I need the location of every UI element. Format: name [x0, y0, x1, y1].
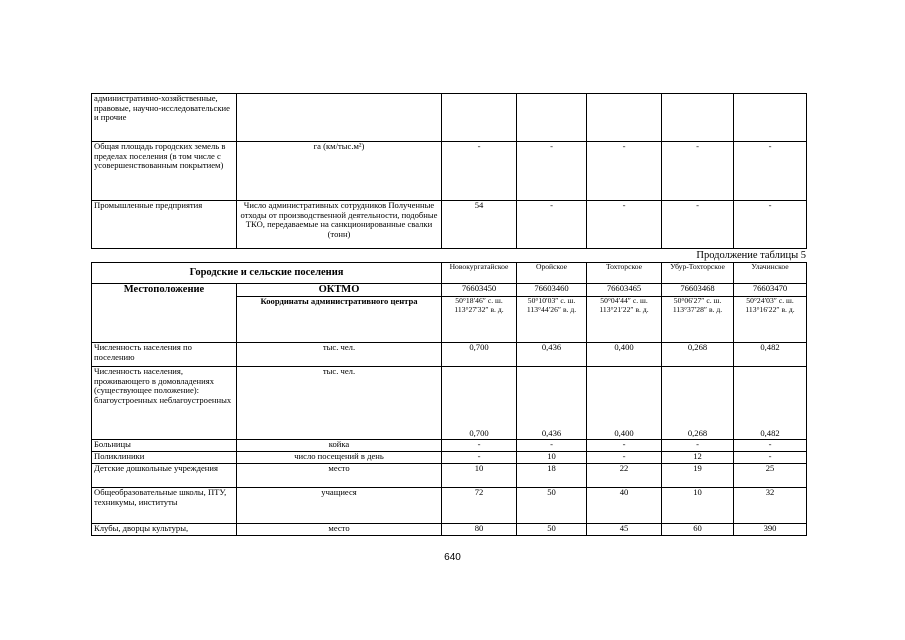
cell-value	[517, 94, 587, 142]
cell-value: 0,482	[734, 367, 807, 440]
header-settlements: Городские и сельские поселения	[92, 263, 442, 284]
cell-value: 32	[734, 488, 807, 524]
column-header: Оройское	[517, 263, 587, 284]
row-unit: тыс. чел.	[237, 367, 442, 440]
cell-value: -	[587, 452, 662, 464]
cell-value	[587, 94, 662, 142]
cell-value: -	[587, 142, 662, 201]
cell-value: -	[517, 142, 587, 201]
row-unit: койка	[237, 440, 442, 452]
cell-value: 19	[662, 464, 734, 488]
row-name: Общая площадь городских земель в пределах поселения (в том числе с усовершенствованным покрытием)	[92, 142, 237, 201]
table-row	[92, 488, 807, 524]
row-name: Общеобразовательные школы, ПТУ, техникумы, институты	[92, 488, 237, 524]
table-row	[92, 343, 807, 367]
cell-value: 0,400	[587, 343, 662, 367]
cell-value: -	[442, 440, 517, 452]
row-unit: Число административных сотрудников Полученные отходы от производственной деятельности, подобные ТКО, передаваемые на санкционированные свалки (тонн)	[237, 201, 442, 249]
table-row	[92, 440, 807, 452]
cell-value: 0,400	[587, 367, 662, 440]
table-main	[91, 262, 807, 536]
row-unit: место	[237, 464, 442, 488]
cell-value: 54	[442, 201, 517, 249]
row-name: Клубы, дворцы культуры,	[92, 524, 237, 536]
cell-value	[734, 94, 807, 142]
oktmo-value: 76603450	[442, 284, 517, 297]
column-header: Улачинское	[734, 263, 807, 284]
coords-value: 50°24′03″ с. ш. 113°16′22″ в. д.	[734, 297, 807, 343]
column-header: Тохторское	[587, 263, 662, 284]
cell-value: -	[517, 440, 587, 452]
row-unit: тыс. чел.	[237, 343, 442, 367]
cell-value: 10	[517, 452, 587, 464]
oktmo-value: 76603465	[587, 284, 662, 297]
row-unit: место	[237, 524, 442, 536]
row-name: административно-хозяйственные, правовые, научно-исследовательские и прочие	[92, 94, 237, 142]
column-header: Убур-Тохторское	[662, 263, 734, 284]
coords-value: 50°04′44″ с. ш. 113°21′22″ в. д.	[587, 297, 662, 343]
cell-value: 0,700	[442, 367, 517, 440]
location-label: Местоположение	[92, 284, 237, 343]
cell-value: 0,436	[517, 343, 587, 367]
cell-value: -	[442, 452, 517, 464]
table-row	[92, 524, 807, 536]
row-unit: число посещений в день	[237, 452, 442, 464]
continuation-label: Продолжение таблицы 5	[696, 250, 806, 261]
cell-value: -	[442, 142, 517, 201]
cell-value: -	[734, 142, 807, 201]
row-name: Численность населения по поселению	[92, 343, 237, 367]
oktmo-value: 76603468	[662, 284, 734, 297]
cell-value: 0,436	[517, 367, 587, 440]
coords-value: 50°06′27″ с. ш. 113°37′28″ в. д.	[662, 297, 734, 343]
cell-value: -	[662, 201, 734, 249]
row-unit: га (км/тыс.м²)	[237, 142, 442, 201]
cell-value: 50	[517, 524, 587, 536]
cell-value: 50	[517, 488, 587, 524]
table-top	[91, 93, 807, 249]
row-unit	[237, 94, 442, 142]
column-header: Новокургатайское	[442, 263, 517, 284]
row-name: Промышленные предприятия	[92, 201, 237, 249]
row-unit: учащиеся	[237, 488, 442, 524]
cell-value: 72	[442, 488, 517, 524]
cell-value: -	[734, 440, 807, 452]
table-row	[92, 201, 807, 249]
cell-value: 0,268	[662, 367, 734, 440]
table-row	[92, 94, 807, 142]
cell-value: 18	[517, 464, 587, 488]
cell-value: 0,482	[734, 343, 807, 367]
cell-value	[662, 94, 734, 142]
cell-value	[442, 94, 517, 142]
row-name: Детские дошкольные учреждения	[92, 464, 237, 488]
cell-value: -	[517, 201, 587, 249]
cell-value: 10	[442, 464, 517, 488]
cell-value: 80	[442, 524, 517, 536]
cell-value: -	[662, 142, 734, 201]
oktmo-label: ОКТМО	[237, 284, 442, 297]
table-row	[92, 464, 807, 488]
row-name: Численность населения, проживающего в домовладениях (существующее положение): благоустроенных неблагоустроенных	[92, 367, 237, 440]
cell-value: 40	[587, 488, 662, 524]
table-header-row	[92, 263, 807, 284]
oktmo-value: 76603470	[734, 284, 807, 297]
cell-value: 390	[734, 524, 807, 536]
cell-value: 0,268	[662, 343, 734, 367]
row-name: Поликлиники	[92, 452, 237, 464]
cell-value: 60	[662, 524, 734, 536]
coords-value: 50°10′03″ с. ш. 113°44′26″ в. д.	[517, 297, 587, 343]
coords-value: 50°18′46″ с. ш. 113°27′32″ в. д.	[442, 297, 517, 343]
cell-value: 10	[662, 488, 734, 524]
table-row	[92, 142, 807, 201]
cell-value: 45	[587, 524, 662, 536]
cell-value: 12	[662, 452, 734, 464]
table-row-oktmo	[92, 284, 807, 297]
page-number: 640	[444, 552, 461, 563]
table-row	[92, 367, 807, 440]
row-name: Больницы	[92, 440, 237, 452]
cell-value: -	[587, 440, 662, 452]
oktmo-value: 76603460	[517, 284, 587, 297]
cell-value: -	[662, 440, 734, 452]
cell-value: -	[734, 201, 807, 249]
cell-value: 22	[587, 464, 662, 488]
coords-label: Координаты административного центра	[237, 297, 442, 343]
cell-value: 25	[734, 464, 807, 488]
table-row	[92, 452, 807, 464]
cell-value: 0,700	[442, 343, 517, 367]
cell-value: -	[587, 201, 662, 249]
cell-value: -	[734, 452, 807, 464]
